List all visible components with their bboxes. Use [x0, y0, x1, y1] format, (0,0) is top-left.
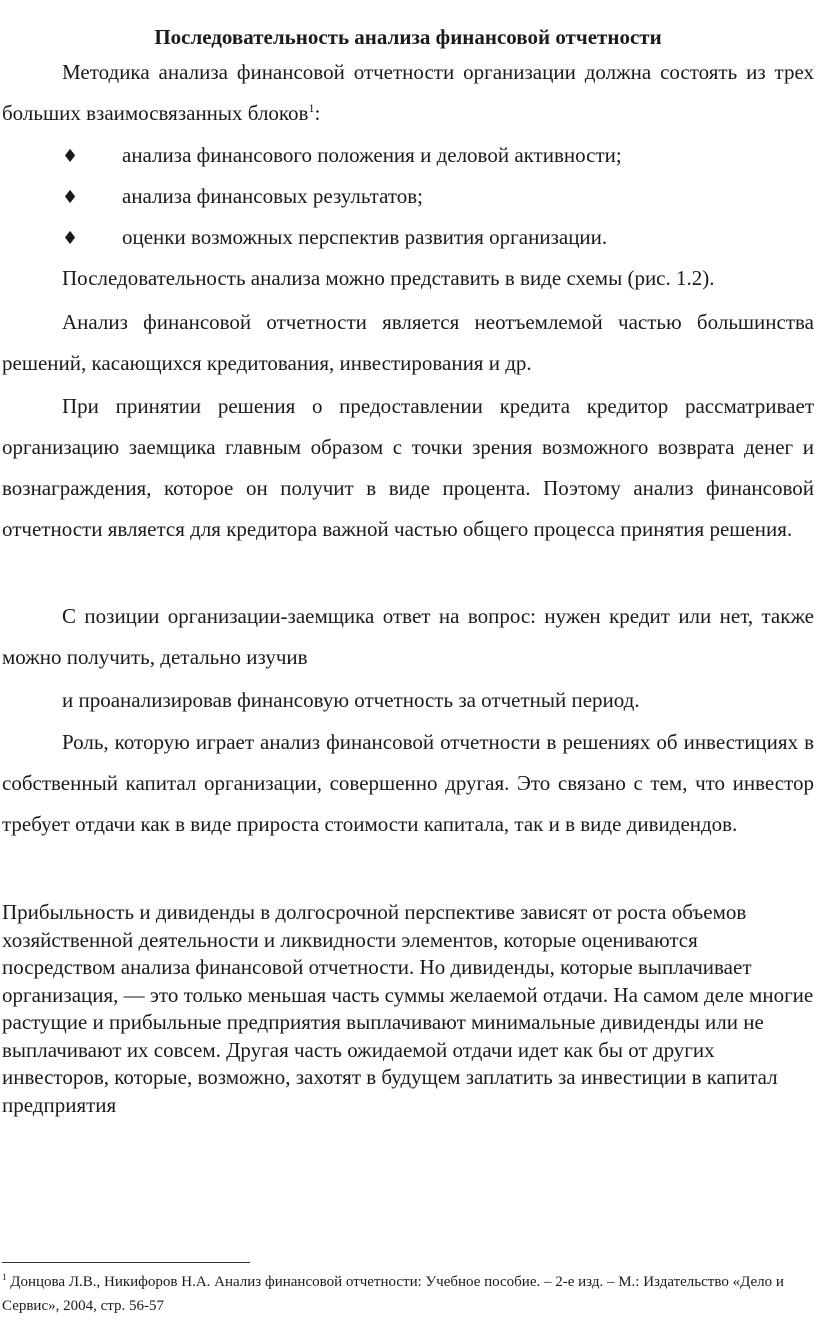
paragraph: Роль, которую играет анализ финансовой отчетности в решениях об инвестициях в собственный капитал организации, совершенно другая. Это связано с тем, что инвестор требует отдачи как в виде прироста стоимости капитала, так и в виде дивидендов.: [2, 730, 814, 836]
list-item-text: анализа финансового положения и деловой активности;: [122, 143, 622, 167]
intro-paragraph: [2, 52, 814, 134]
diamond-bullet-icon: ♦: [62, 228, 79, 249]
diamond-bullet-icon: ♦: [62, 146, 79, 167]
footnote-number: 1: [2, 1272, 7, 1282]
footnote-divider: [2, 1262, 250, 1263]
footnote-text: Донцова Л.В., Никифоров Н.А. Анализ финансовой отчетности: Учебное пособие. – 2-е изд. – М.: Издательство «Дело и Сервис», 2004, стр. 56-57: [2, 1274, 784, 1314]
page-title: Последовательность анализа финансовой отчетности: [154, 25, 662, 49]
list-item-text: анализа финансовых результатов;: [122, 184, 424, 208]
list-item: [62, 181, 423, 213]
footnote: [2, 1270, 814, 1318]
paragraph: Анализ финансовой отчетности является неотъемлемой частью большинства решений, касающихся кредитования, инвестирования и др.: [2, 310, 814, 375]
paragraph: Последовательность анализа можно представить в виде схемы (рис. 1.2).: [62, 266, 715, 290]
list-item: [62, 222, 607, 254]
paragraph: С позиции организации-заемщика ответ на вопрос: нужен кредит или нет, также можно получить, детально изучив: [2, 604, 814, 669]
paragraph: При принятии решения о предоставлении кредита кредитор рассматривает организацию заемщика главным образом с точки зрения возможного возврата денег и вознаграждения, которое он получит в виде процента. Поэтому анализ финансовой отчетности является для кредитора важной частью общего процесса принятия решения.: [2, 394, 814, 541]
intro-text: Методика анализа финансовой отчетности организации должна состоять из трех больших взаимосвязанных блоков: [2, 60, 814, 125]
intro-colon: :: [314, 101, 321, 125]
list-item: [62, 140, 622, 172]
list-item-text: оценки возможных перспектив развития организации.: [122, 225, 608, 249]
footnote-reference: 1: [308, 101, 315, 115]
paragraph: Прибыльность и дивиденды в долгосрочной перспективе зависят от роста объемов хозяйственной деятельности и ликвидности элементов, которые оцениваются посредством анализа финансовой отчетности. Но дивиденды, которые выплачивает организация, — это только меньшая часть суммы желаемой отдачи. На самом деле многие растущие и прибыльные предприятия выплачивают минимальные дивиденды или не выплачивают их совсем. Другая часть ожидаемой отдачи идет как бы от других инвесторов, которые, возможно, захотят в будущем заплатить за инвестиции в капитал предприятия: [2, 900, 814, 1117]
paragraph: и проанализировав финансовую отчетность за отчетный период.: [62, 688, 640, 712]
diamond-bullet-icon: ♦: [62, 187, 79, 208]
